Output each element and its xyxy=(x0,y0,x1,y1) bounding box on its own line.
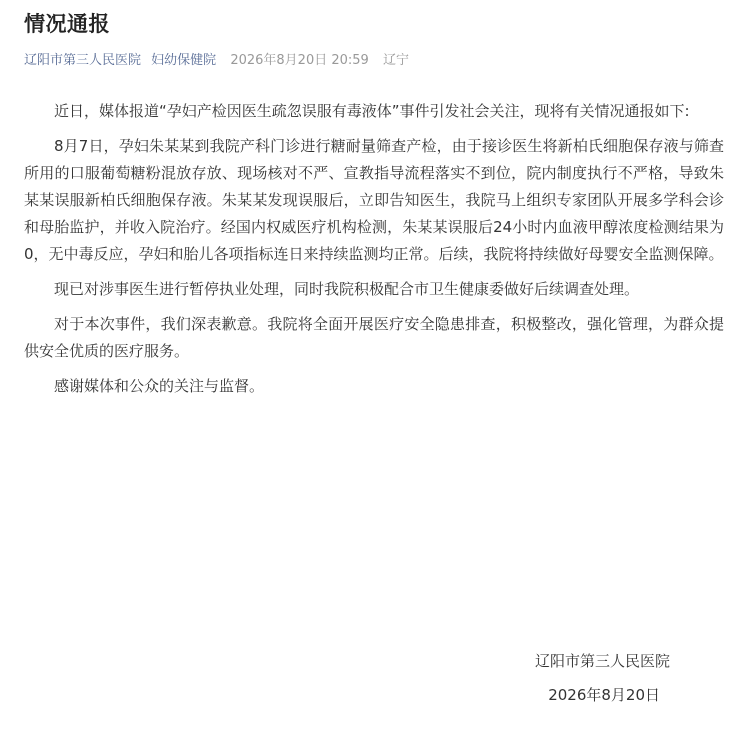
article-meta xyxy=(24,51,724,71)
paragraph: 近日，媒体报道“孕妇产检因医生疏忽误服有毒液体”事件引发社会关注，现将有关情况通报如下: xyxy=(54,102,690,120)
article xyxy=(24,0,724,408)
signature-date: 2026年8月20日 xyxy=(548,686,660,704)
secondary-account-link[interactable]: 妇幼保健院 xyxy=(151,53,217,68)
paragraph: 对于本次事件，我们深表歉意。我院将全面开展医疗安全隐患排查，积极整改，强化管理，为群众提供安全优质的医疗服务。 xyxy=(24,315,724,360)
publish-region: 辽宁 xyxy=(382,53,409,68)
paragraph: 感谢媒体和公众的关注与监督。 xyxy=(54,377,265,395)
signature-organization: 辽阳市第三人民医院 xyxy=(534,652,670,670)
paragraph: 8月7日，孕妇朱某某到我院产科门诊进行糖耐量筛查产检，由于接诊医生将新柏氏细胞保存液与筛查所用的口服葡萄糖粉混放存放、现场核对不严、宣教指导流程落实不到位，院内制度执行不严格，导致朱某某误服新柏氏细胞保存液。朱某某发现误服后，立即告知医生，我院马上组织专家团队开展多学科会诊和母胎监护，并收入院治疗。经国内权威医疗机构检测，朱某某误服后24小时内血液甲醇浓度检测结果为0，无中毒反应，孕妇和胎儿各项指标连日来持续监测均正常。后续，我院将持续做好母婴安全监测保障。 xyxy=(24,137,724,263)
account-name-link[interactable]: 辽阳市第三人民医院 xyxy=(24,53,142,68)
paragraph: 现已对涉事医生进行暂停执业处理，同时我院积极配合市卫生健康委做好后续调查处理。 xyxy=(54,280,640,298)
publish-time: 2026年8月20日 20:59 xyxy=(230,53,369,68)
article-title: 情况通报 xyxy=(24,12,110,36)
article-body xyxy=(24,98,724,400)
